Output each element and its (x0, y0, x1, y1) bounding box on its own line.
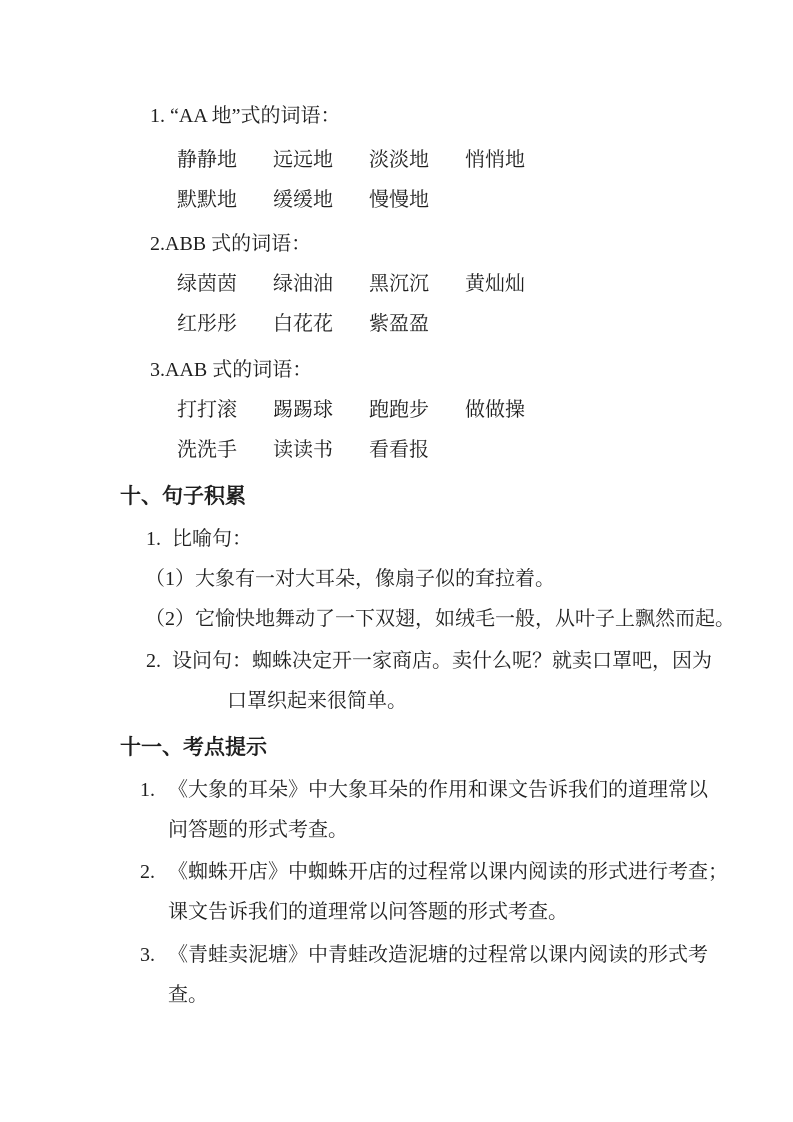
list-item-number: 2. (140, 861, 155, 883)
word-format-heading-abb: 2.ABB 式的词语： (150, 233, 312, 255)
list-item-text: 《青蛙卖泥塘》中青蛙改造泥塘的过程常以课内阅读的形式考 (168, 944, 708, 966)
word: 紫盈盈 (369, 313, 429, 335)
word-format-heading-aab: 3.AAB 式的词语： (150, 359, 313, 381)
list-item-simile (0, 519, 793, 559)
word: 踢踢球 (273, 399, 333, 421)
section-title: 考点提示 (183, 736, 267, 759)
rhetorical-continuation: 口罩织起来很简单。 (227, 690, 407, 712)
word: 淡淡地 (369, 149, 429, 171)
word: 读读书 (273, 439, 333, 461)
section-heading-exam-points (0, 727, 793, 768)
list-item-number: 1. (146, 528, 161, 550)
list-item-text: 设问句：蜘蛛决定开一家商店。卖什么呢？就卖口罩吧，因为 (172, 650, 712, 672)
word: 做做操 (465, 399, 525, 421)
word: 白花花 (273, 313, 333, 335)
section-number: 十、 (120, 484, 162, 508)
simile-example-2: （2）它愉快地舞动了一下双翅，如绒毛一般，从叶子上飘然而起。 (145, 608, 735, 630)
word: 远远地 (273, 149, 333, 171)
list-item-number: 2. (146, 650, 161, 672)
word: 黄灿灿 (465, 273, 525, 295)
simile-example-1: （1）大象有一对大耳朵，像扇子似的耷拉着。 (145, 568, 555, 590)
word: 绿茵茵 (177, 273, 237, 295)
word-row (0, 140, 793, 180)
word: 红彤彤 (177, 313, 237, 335)
word: 跑跑步 (369, 399, 429, 421)
word: 看看报 (369, 439, 429, 461)
word-row (0, 264, 793, 304)
exam-point-continuation: 查。 (168, 984, 208, 1006)
word-row (0, 430, 793, 470)
word: 悄悄地 (465, 149, 525, 171)
list-item-rhetorical (0, 641, 793, 681)
word-row (0, 304, 793, 344)
word-format-heading-aa: 1. “AA 地”式的词语： (150, 105, 341, 127)
list-item-text: 《蜘蛛开店》中蜘蛛开店的过程常以课内阅读的形式进行考查； (168, 861, 728, 883)
word-row (0, 390, 793, 430)
list-item-number: 3. (140, 944, 155, 966)
exam-point-continuation: 问答题的形式考查。 (168, 819, 348, 841)
section-number: 十一、 (120, 735, 183, 759)
word: 静静地 (177, 149, 237, 171)
word: 缓缓地 (273, 189, 333, 211)
word: 黑沉沉 (369, 273, 429, 295)
section-title: 句子积累 (162, 485, 246, 508)
exam-point-item (0, 935, 793, 975)
word-row (0, 180, 793, 220)
word: 慢慢地 (369, 189, 429, 211)
word: 打打滚 (177, 399, 237, 421)
exam-point-continuation: 课文告诉我们的道理常以问答题的形式考查。 (168, 901, 568, 923)
list-item-text: 比喻句： (172, 528, 252, 550)
list-item-text: 《大象的耳朵》中大象耳朵的作用和课文告诉我们的道理常以 (168, 779, 708, 801)
exam-point-item (0, 852, 793, 892)
word: 绿油油 (273, 273, 333, 295)
section-heading-sentences (0, 476, 793, 517)
word: 默默地 (177, 189, 237, 211)
list-item-number: 1. (140, 779, 155, 801)
exam-point-item (0, 770, 793, 810)
word: 洗洗手 (177, 439, 237, 461)
